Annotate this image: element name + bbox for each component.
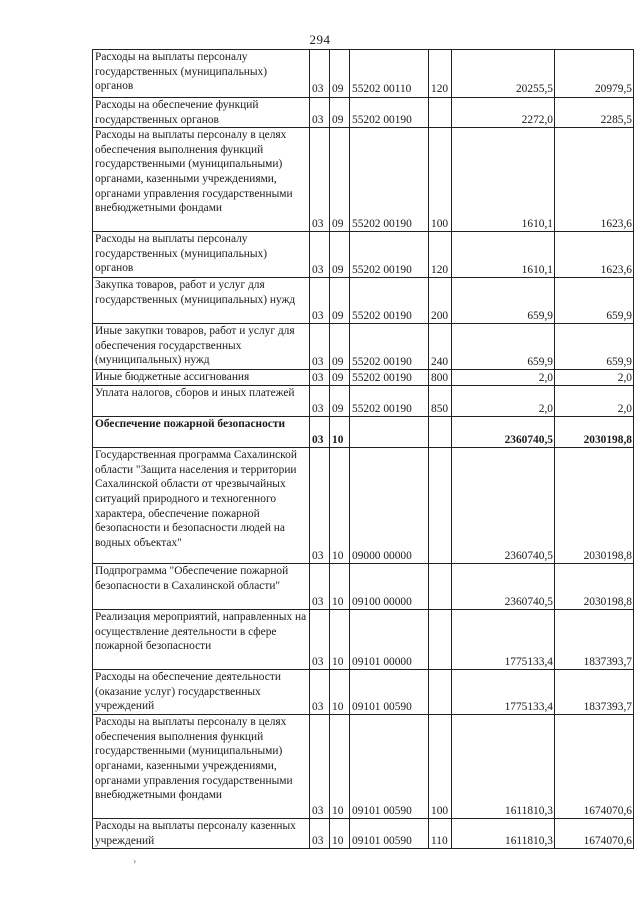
row-name: Расходы на выплаты персоналу в целях обеспечения выполнения функций государственными (муниципальными) органами, казенными учреждениями, органами управления государственными внебюджетными фондами <box>93 128 310 232</box>
row-target-code <box>350 417 429 448</box>
row-name: Расходы на выплаты персоналу государственных (муниципальных) органов <box>93 232 310 278</box>
row-section-code: 03 <box>310 232 330 278</box>
row-amount-year-1: 2,0 <box>452 370 555 386</box>
table-row <box>93 417 634 448</box>
row-section-code: 03 <box>310 50 330 98</box>
row-amount-year-1: 2360740,5 <box>452 417 555 448</box>
row-subsection-code: 09 <box>330 324 350 370</box>
table-row <box>93 232 634 278</box>
row-name: Обеспечение пожарной безопасности <box>93 417 310 448</box>
row-expense-type-code: 100 <box>429 715 452 819</box>
row-expense-type-code <box>429 564 452 610</box>
row-subsection-code: 10 <box>330 448 350 564</box>
row-name: Расходы на обеспечение деятельности (оказание услуг) государственных учреждений <box>93 670 310 715</box>
table-row <box>93 448 634 564</box>
row-subsection-code: 09 <box>330 278 350 324</box>
row-expense-type-code <box>429 610 452 670</box>
table-row <box>93 819 634 849</box>
row-amount-year-2: 2285,5 <box>555 98 634 128</box>
row-target-code: 09101 00000 <box>350 610 429 670</box>
table-row <box>93 564 634 610</box>
row-section-code: 03 <box>310 128 330 232</box>
row-section-code: 03 <box>310 610 330 670</box>
row-amount-year-1: 659,9 <box>452 324 555 370</box>
row-amount-year-1: 1611810,3 <box>452 819 555 849</box>
row-name: Закупка товаров, работ и услуг для государственных (муниципальных) нужд <box>93 278 310 324</box>
table-row <box>93 370 634 386</box>
row-amount-year-1: 20255,5 <box>452 50 555 98</box>
row-name: Расходы на выплаты персоналу в целях обеспечения выполнения функций государственными (муниципальными) органами, казенными учреждениями, органами управления государственными внебюджетными фондами <box>93 715 310 819</box>
row-amount-year-2: 659,9 <box>555 324 634 370</box>
row-amount-year-2: 1623,6 <box>555 232 634 278</box>
row-target-code: 55202 00190 <box>350 98 429 128</box>
row-expense-type-code: 200 <box>429 278 452 324</box>
row-name: Уплата налогов, сборов и иных платежей <box>93 386 310 417</box>
row-subsection-code: 09 <box>330 50 350 98</box>
table-row <box>93 50 634 98</box>
row-amount-year-1: 2360740,5 <box>452 564 555 610</box>
row-subsection-code: 09 <box>330 386 350 417</box>
row-subsection-code: 10 <box>330 610 350 670</box>
row-amount-year-1: 2,0 <box>452 386 555 417</box>
row-amount-year-2: 1623,6 <box>555 128 634 232</box>
row-section-code: 03 <box>310 819 330 849</box>
scan-mark: › <box>133 856 137 867</box>
budget-table <box>92 49 634 849</box>
row-amount-year-2: 2030198,8 <box>555 564 634 610</box>
row-expense-type-code: 110 <box>429 819 452 849</box>
row-name: Подпрограмма "Обеспечение пожарной безопасности в Сахалинской области" <box>93 564 310 610</box>
row-amount-year-2: 20979,5 <box>555 50 634 98</box>
row-subsection-code: 10 <box>330 819 350 849</box>
row-expense-type-code <box>429 448 452 564</box>
row-name: Расходы на обеспечение функций государственных органов <box>93 98 310 128</box>
row-expense-type-code: 100 <box>429 128 452 232</box>
row-section-code: 03 <box>310 715 330 819</box>
row-target-code: 55202 00190 <box>350 324 429 370</box>
row-subsection-code: 09 <box>330 98 350 128</box>
page-number: 294 <box>309 32 331 47</box>
table-row <box>93 670 634 715</box>
row-amount-year-1: 659,9 <box>452 278 555 324</box>
row-section-code: 03 <box>310 278 330 324</box>
row-amount-year-2: 1837393,7 <box>555 610 634 670</box>
row-target-code: 09101 00590 <box>350 670 429 715</box>
row-name: Реализация мероприятий, направленных на осуществление деятельности в сфере пожарной безопасности <box>93 610 310 670</box>
row-expense-type-code: 120 <box>429 50 452 98</box>
row-target-code: 55202 00190 <box>350 128 429 232</box>
row-section-code: 03 <box>310 324 330 370</box>
row-amount-year-2: 659,9 <box>555 278 634 324</box>
table-row <box>93 386 634 417</box>
row-target-code: 55202 00190 <box>350 386 429 417</box>
row-amount-year-2: 2,0 <box>555 370 634 386</box>
row-target-code: 55202 00190 <box>350 232 429 278</box>
row-amount-year-1: 1610,1 <box>452 232 555 278</box>
row-expense-type-code <box>429 417 452 448</box>
row-section-code: 03 <box>310 448 330 564</box>
row-amount-year-2: 1837393,7 <box>555 670 634 715</box>
row-subsection-code: 09 <box>330 128 350 232</box>
row-amount-year-1: 2272,0 <box>452 98 555 128</box>
row-amount-year-2: 2,0 <box>555 386 634 417</box>
table-row <box>93 128 634 232</box>
row-target-code: 09101 00590 <box>350 715 429 819</box>
row-subsection-code: 10 <box>330 417 350 448</box>
row-name: Расходы на выплаты персоналу казенных учреждений <box>93 819 310 849</box>
table-row <box>93 610 634 670</box>
row-expense-type-code <box>429 670 452 715</box>
row-amount-year-1: 1775133,4 <box>452 610 555 670</box>
row-section-code: 03 <box>310 98 330 128</box>
row-amount-year-1: 1611810,3 <box>452 715 555 819</box>
row-target-code: 09000 00000 <box>350 448 429 564</box>
row-target-code: 55202 00190 <box>350 370 429 386</box>
row-name: Иные закупки товаров, работ и услуг для обеспечения государственных (муниципальных) нужд <box>93 324 310 370</box>
row-subsection-code: 10 <box>330 670 350 715</box>
row-target-code: 55202 00190 <box>350 278 429 324</box>
row-amount-year-1: 2360740,5 <box>452 448 555 564</box>
row-subsection-code: 09 <box>330 370 350 386</box>
row-target-code: 55202 00110 <box>350 50 429 98</box>
row-amount-year-2: 2030198,8 <box>555 417 634 448</box>
row-subsection-code: 10 <box>330 564 350 610</box>
row-name: Расходы на выплаты персоналу государственных (муниципальных) органов <box>93 50 310 98</box>
row-section-code: 03 <box>310 386 330 417</box>
table-row <box>93 324 634 370</box>
row-subsection-code: 09 <box>330 232 350 278</box>
table-row <box>93 98 634 128</box>
row-section-code: 03 <box>310 564 330 610</box>
row-target-code: 09100 00000 <box>350 564 429 610</box>
row-section-code: 03 <box>310 670 330 715</box>
table-row <box>93 278 634 324</box>
row-expense-type-code: 800 <box>429 370 452 386</box>
row-amount-year-1: 1610,1 <box>452 128 555 232</box>
row-expense-type-code: 240 <box>429 324 452 370</box>
row-section-code: 03 <box>310 417 330 448</box>
row-amount-year-2: 2030198,8 <box>555 448 634 564</box>
row-section-code: 03 <box>310 370 330 386</box>
row-name: Иные бюджетные ассигнования <box>93 370 310 386</box>
row-name: Государственная программа Сахалинской области "Защита населения и территории Сахалинской области от чрезвычайных ситуаций природного и техногенного характера, обеспечение пожарной безопасности и безопасности людей на водных объектах" <box>93 448 310 564</box>
row-target-code: 09101 00590 <box>350 819 429 849</box>
row-subsection-code: 10 <box>330 715 350 819</box>
table-row <box>93 715 634 819</box>
row-expense-type-code: 120 <box>429 232 452 278</box>
row-expense-type-code: 850 <box>429 386 452 417</box>
row-expense-type-code <box>429 98 452 128</box>
row-amount-year-1: 1775133,4 <box>452 670 555 715</box>
row-amount-year-2: 1674070,6 <box>555 715 634 819</box>
row-amount-year-2: 1674070,6 <box>555 819 634 849</box>
